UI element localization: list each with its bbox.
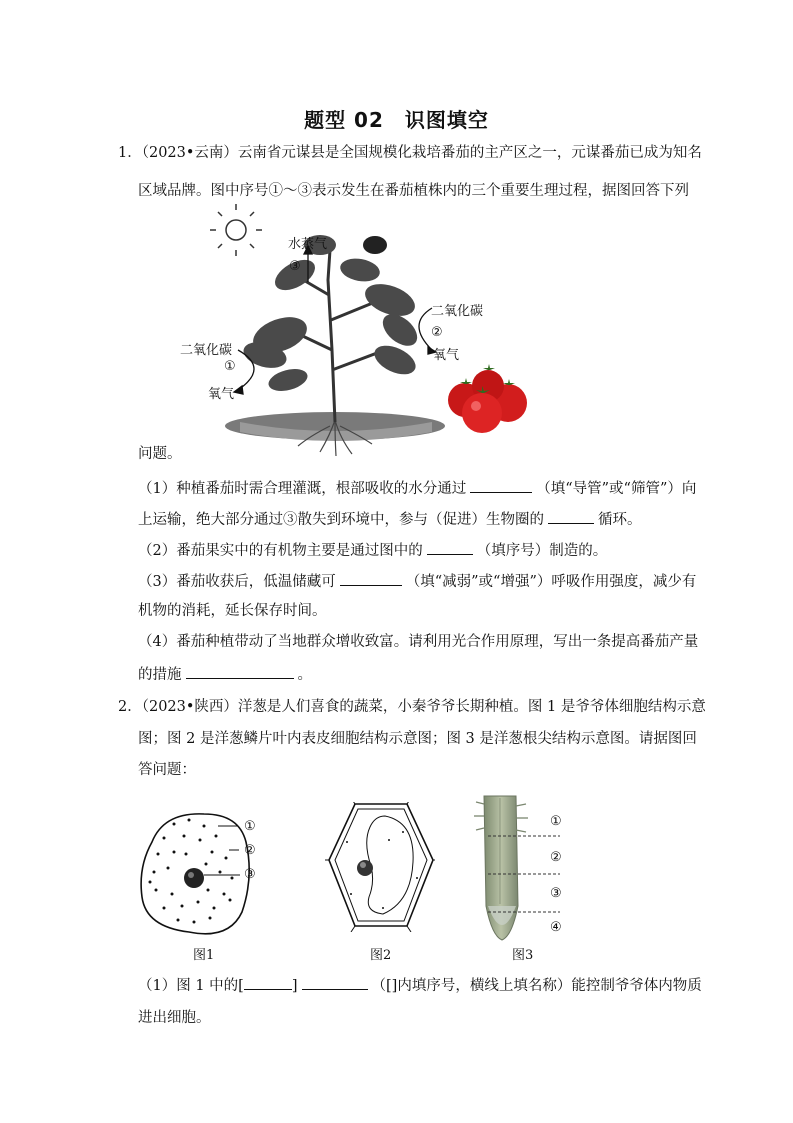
fig3-label-1: ①: [550, 814, 562, 829]
q2-line1: 2．（2023•陕西）洋葱是人们喜食的蔬菜，小秦爷爷长期种植。图 1 是爷爷体细胞结构示意: [118, 699, 706, 715]
fig3-label-3: ③: [550, 886, 562, 901]
cytoplasm-dot: [209, 917, 212, 920]
cytoplasm-dot: [203, 825, 206, 828]
answer-blank-1[interactable]: [470, 478, 532, 493]
plant-cell-figure: [325, 802, 435, 932]
q1-sub2: （2）番茄果实中的有机物主要是通过图中的 （填序号）制造的。: [138, 540, 607, 561]
cytoplasm-dot: [215, 835, 218, 838]
q1-sub1-line1: （1）种植番茄时需合理灌溉，根部吸收的水分通过 （填“导管”或“筛管”）向: [138, 478, 696, 499]
label-vapor: 水蒸气: [288, 237, 328, 252]
cytoplasm-dot: [153, 871, 156, 874]
q1-sub4-line2: 的措施 。: [138, 664, 312, 685]
cytoplasm-dot: [229, 899, 232, 902]
cytoplasm-dot: [149, 881, 152, 884]
label-o2-right: 氧气: [433, 348, 460, 363]
page-title: 题型 02 识图填空: [304, 108, 489, 132]
cytoplasm-dot: [173, 851, 176, 854]
label-process-3: ③: [289, 259, 301, 274]
q1-sub3-line1: （3）番茄收获后，低温储藏可 （填“减弱”或“增强”）呼吸作用强度，减少有: [138, 571, 696, 592]
label-co2-right: 二氧化碳: [431, 304, 484, 319]
cytoplasm-dot: [213, 907, 216, 910]
label-o2-left: 氧气: [208, 387, 235, 402]
fig1-label-1: ①: [244, 819, 256, 834]
answer-blank-3[interactable]: [427, 540, 473, 555]
fig2-caption: 图2: [370, 948, 392, 963]
cytoplasm-dot: [181, 905, 184, 908]
cytoplasm-dot: [183, 835, 186, 838]
tomato-plant-figure: [170, 200, 540, 460]
cytoplasm-dot: [163, 907, 166, 910]
q2-sub1-line1: （1）图 1 中的[ ] （[]内填序号，横线上填名称）能控制爷爷体内物质: [138, 975, 702, 996]
q1-line1: 1．（2023•云南）云南省元谋县是全国规模化栽培番茄的主产区之一，元谋番茄已成为知名: [118, 145, 702, 161]
label-process-2: ②: [431, 325, 443, 340]
fig1-label-3: ③: [244, 867, 256, 882]
cytoplasm-dot: [231, 877, 234, 880]
cytoplasm-dot: [211, 851, 214, 854]
answer-blank-7[interactable]: [302, 975, 368, 990]
label-process-1: ①: [224, 359, 236, 374]
answer-blank-6[interactable]: [244, 975, 292, 990]
cytoplasm-dot: [225, 857, 228, 860]
q1-line3: 问题。: [138, 446, 182, 462]
tomatoes-icon: [448, 364, 527, 433]
cytoplasm-dot: [177, 919, 180, 922]
fig1-caption: 图1: [193, 948, 215, 963]
cytoplasm-dot: [163, 837, 166, 840]
answer-blank-4[interactable]: [340, 571, 402, 586]
cytoplasm-dot: [199, 839, 202, 842]
answer-blank-5[interactable]: [186, 664, 294, 679]
q1-sub3-line2: 机物的消耗，延长保存时间。: [138, 603, 327, 619]
answer-blank-2[interactable]: [548, 509, 594, 524]
cytoplasm-dot: [185, 853, 188, 856]
q2-sub1-line2: 进出细胞。: [138, 1010, 211, 1026]
cytoplasm-dot: [171, 893, 174, 896]
q1-line2: 区域品牌。图中序号①～③表示发生在番茄植株内的三个重要生理过程，据图回答下列: [138, 183, 689, 199]
fig3-caption: 图3: [512, 948, 534, 963]
cytoplasm-dot: [205, 863, 208, 866]
cytoplasm-dot: [188, 819, 191, 822]
fig1-label-2: ②: [244, 843, 256, 858]
cytoplasm-dot: [197, 901, 200, 904]
fig3-label-4: ④: [550, 920, 562, 935]
label-co2-left: 二氧化碳: [180, 343, 233, 358]
q2-line3: 答问题：: [138, 762, 196, 778]
cytoplasm-dot: [167, 867, 170, 870]
cytoplasm-dot: [223, 893, 226, 896]
q1-sub4-line1: （4）番茄种植带动了当地群众增收致富。请利用光合作用原理，写出一条提高番茄产量: [138, 634, 699, 650]
cytoplasm-dot: [155, 889, 158, 892]
cytoplasm-dot: [157, 853, 160, 856]
root-tip-figure: [472, 794, 582, 944]
q2-line2: 图；图 2 是洋葱鳞片叶内表皮细胞结构示意图；图 3 是洋葱根尖结构示意图。请据图回: [138, 731, 697, 747]
cytoplasm-dot: [173, 823, 176, 826]
sun-icon: [210, 204, 262, 256]
q1-sub1-line2: 上运输，绝大部分通过③散失到环境中，参与（促进）生物圈的 循环。: [138, 509, 642, 530]
fig3-label-2: ②: [550, 850, 562, 865]
cytoplasm-dot: [219, 871, 222, 874]
cytoplasm-dot: [207, 889, 210, 892]
cytoplasm-dot: [193, 921, 196, 924]
